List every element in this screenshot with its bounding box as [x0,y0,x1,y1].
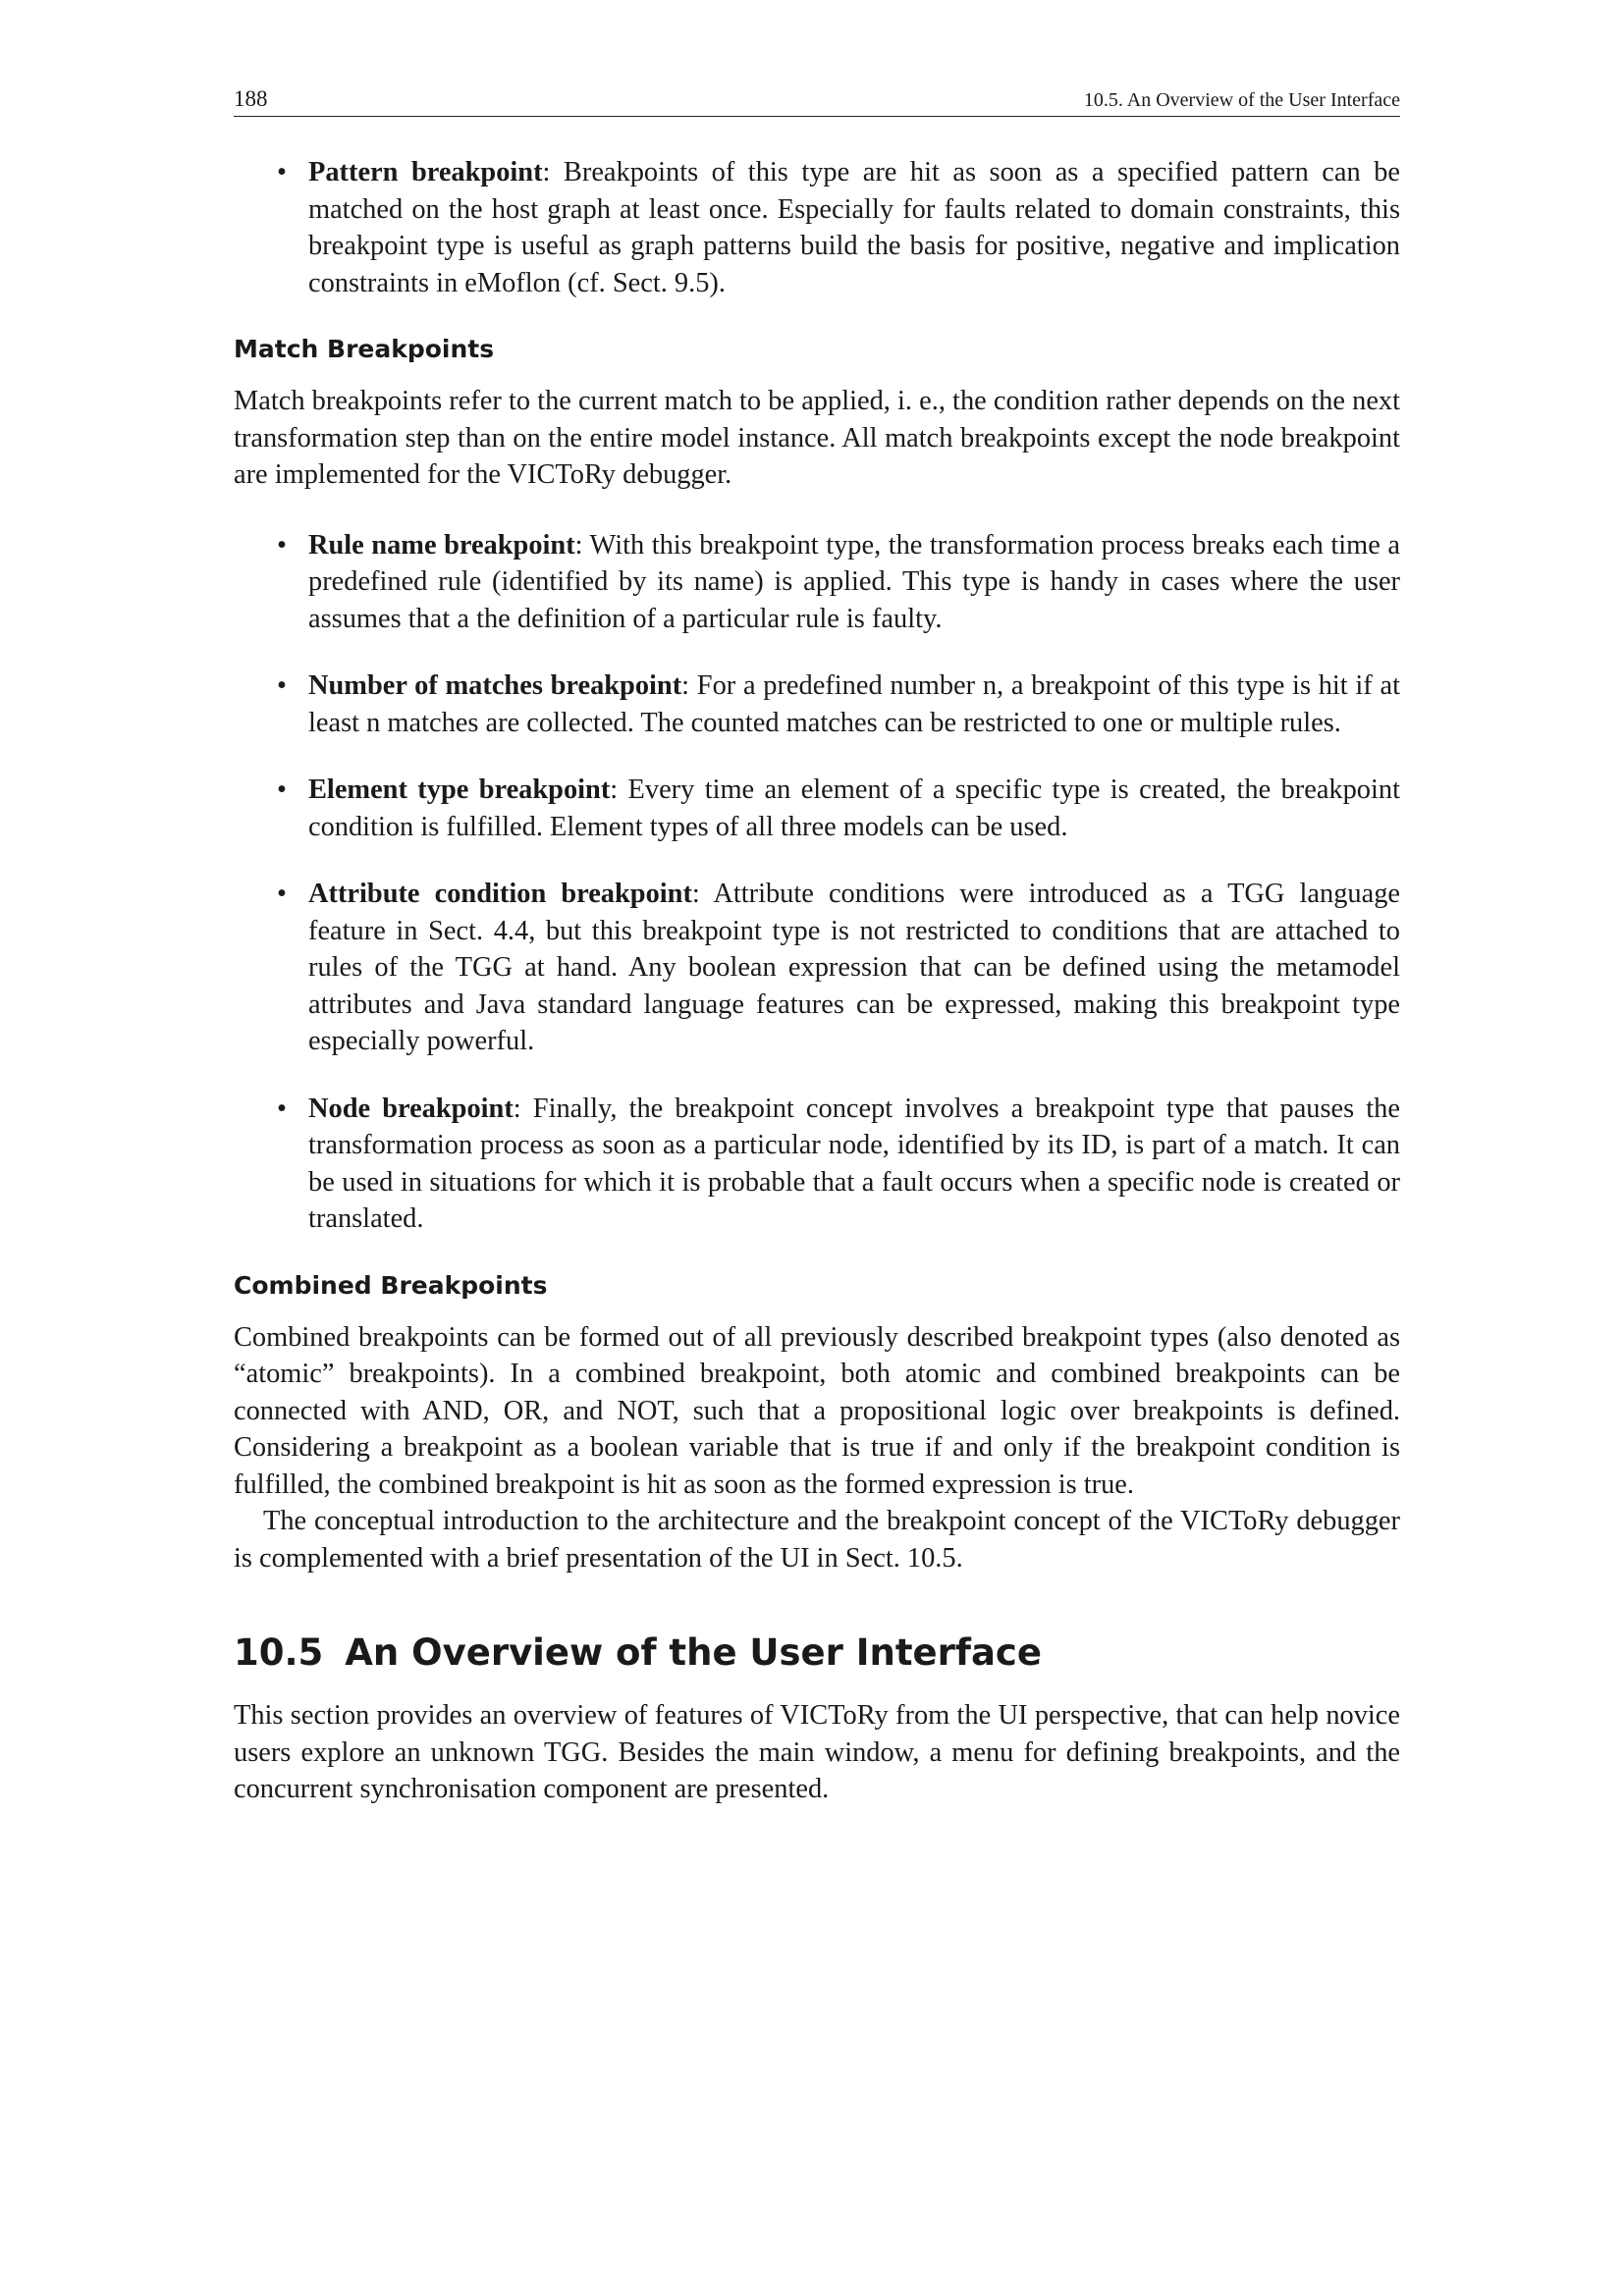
bullet-icon: • [277,774,287,805]
bullet-term: Rule name breakpoint [308,529,575,561]
list-item [234,876,1400,1060]
match-breakpoints-heading: Match Breakpoints [234,335,495,363]
bullet-icon: • [277,670,287,701]
bullet-term: Number of matches breakpoint [308,670,682,701]
bullet-text: : For a predefined number n, a breakpoint of this type is hit if at least n matches are collected. The counted matches can be restricted to one or multiple rules. [308,670,1400,738]
running-section-title: 10.5. An Overview of the User Interface [1083,89,1400,111]
bullet-icon: • [277,879,287,909]
page [234,86,1400,1808]
list-item [234,772,1400,845]
bullet-term: Node breakpoint [308,1093,514,1124]
bullet-text: : Breakpoints of this type are hit as soon as a specified pattern can be matched on the host graph at least once. Especially for faults related to domain constraints, this breakpoint type is useful as graph patterns build the basis for positive, negative and implication constraints in eMoflon (cf. Sect. 9.5). [308,157,1400,298]
section-heading [234,1631,1400,1674]
section-number: 10.5 [234,1631,324,1674]
bullet-icon: • [277,157,287,187]
running-head [234,86,1400,117]
list-item [234,527,1400,638]
bullet-term: Element type breakpoint [308,774,611,805]
list-item [234,154,1400,301]
bullet-icon: • [277,1093,287,1124]
bullet-text: : Every time an element of a specific type is created, the breakpoint condition is fulfilled. Element types of all three models can be used. [308,774,1400,842]
bullet-term: Pattern breakpoint [308,157,543,187]
combined-breakpoints-heading: Combined Breakpoints [234,1270,548,1300]
list-item [234,1091,1400,1238]
list-item [234,667,1400,741]
bullet-text: : With this breakpoint type, the transformation process breaks each time a predefined rule (identified by its name) is applied. This type is handy in cases where the user assumes that a the definition of a particular rule is faulty. [308,529,1400,634]
match-intro-paragraph: Match breakpoints refer to the current match to be applied, i. e., the condition rather depends on the next transformation step than on the entire model instance. All match breakpoints except the node breakpoint are implemented for the VICToRy debugger. [234,386,1400,490]
combined-paragraph-2: The conceptual introduction to the architecture and the breakpoint concept of the VICToRy debugger is complemented with a brief presentation of the UI in Sect. 10.5. [234,1506,1400,1574]
pattern-breakpoint-list [234,154,1400,301]
bullet-text: : Finally, the breakpoint concept involves a breakpoint type that pauses the transformation process as soon as a particular node, identified by its ID, is part of a match. It can be used in situations for which it is probable that a fault occurs when a specific node is created or translated. [308,1093,1400,1234]
section-paragraph: This section provides an overview of features of VICToRy from the UI perspective, that can help novice users explore an unknown TGG. Besides the main window, a menu for defining breakpoints, and the concurrent synchronisation component are presented. [234,1700,1400,1804]
bullet-term: Attribute condition breakpoint [308,879,692,909]
combined-paragraph: Combined breakpoints can be formed out of all previously described breakpoint types (also denoted as “atomic” breakpoints). In a combined breakpoint, both atomic and combined breakpoints can be connected with AND, OR, and NOT, such that a propositional logic over breakpoints is defined. Considering a breakpoint as a boolean variable that is true if and only if the breakpoint condition is fulfilled, the combined breakpoint is hit as soon as the formed expression is true. [234,1321,1400,1500]
match-breakpoint-list [234,527,1400,1238]
section-title: An Overview of the User Interface [345,1631,1042,1674]
page-number: 188 [234,86,268,111]
bullet-icon: • [277,529,287,561]
bullet-text: : Attribute conditions were introduced as a TGG language feature in Sect. 4.4, but this breakpoint type is not restricted to conditions that are attached to rules of the TGG at hand. Any boolean expression that can be defined using the metamodel attributes and Java standard language features can be expressed, making this breakpoint type especially powerful. [308,879,1400,1056]
